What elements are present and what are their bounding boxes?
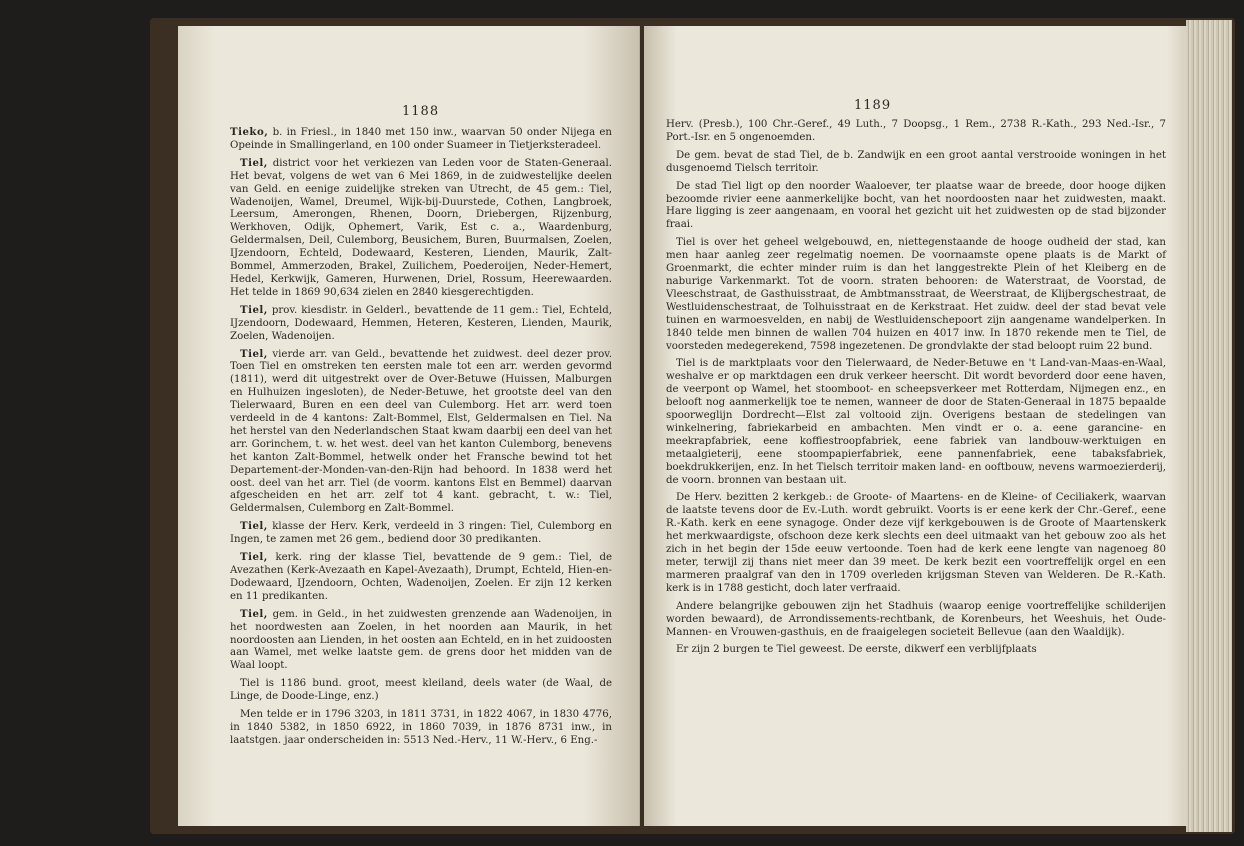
paragraph (230, 608, 612, 674)
headword: Tiel, (240, 303, 268, 316)
paragraph-text: klasse der Herv. Kerk, verdeeld in 3 ringen: Tiel, Culemborg en Ingen, te zamen met 26 gem., bediend door 30 predikanten. (230, 521, 612, 546)
paragraph-text: De stad Tiel ligt op den noorder Waaloever, ter plaatse waar de breede, door hooge dijken bezoomde rivier eene aanmerkelijke bocht, van het noordoosten naar het zuidwesten, maakt. Hare ligging is zeer aangenaam, en vooral het gezicht uit het zuidwesten op de stad bijzonder fraai. (666, 180, 1166, 231)
paragraph-text: Er zijn 2 burgen te Tiel geweest. De eerste, dikwerf een verblijfplaats (676, 644, 1037, 656)
headword: Tiel, (240, 347, 268, 360)
paragraph (666, 643, 1166, 657)
paragraph (230, 551, 612, 604)
headword: Tiel, (240, 607, 268, 620)
paragraph-text: kerk. ring der klasse Tiel, bevattende de 9 gem.: Tiel, de Avezathen (Kerk-Avezaath en Kapel-Avezaath), Drumpt, Echteld, Hien-en-Dodewaard, IJzendoorn, Ochten, Wadenoijen, Zoelen. Er zijn 12 kerken en 11 predikanten. (230, 552, 612, 602)
text-column (230, 126, 612, 752)
right-page (644, 26, 1188, 826)
headword: Tieko, (230, 126, 269, 138)
paragraph-text: prov. kiesdistr. in Gelderl., bevattende de 11 gem.: Tiel, Echteld, IJzendoorn, Dodewaard, Hemmen, Heteren, Kesteren, Lienden, Maurik, Zoelen, Wadenoijen. (230, 304, 612, 342)
paragraph (230, 157, 612, 300)
paragraph-text: Men telde er in 1796 3203, in 1811 3731, in 1822 4067, in 1830 4776, in 1840 5382, in 1850 6922, in 1860 7039, in 1876 8731 inw., in laatstgen. jaar onderscheiden in: 5513 Ned.-Herv., 11 W.-Herv., 6 Eng.- (230, 709, 612, 746)
paragraph (230, 304, 612, 344)
paragraph-text: Tiel is 1186 bund. groot, meest kleiland, deels water (de Waal, de Linge, de Doode-Linge, enz.) (230, 678, 612, 703)
paragraph (666, 118, 1166, 145)
paragraph (666, 236, 1166, 353)
paragraph (230, 708, 612, 748)
headword: Tiel, (240, 520, 268, 533)
paragraph (230, 348, 612, 517)
paragraph-text: vierde arr. van Geld., bevattende het zuidwest. deel dezer prov. Toen Tiel en omstreken ten eersten male tot een arr. werden gevormd (1811), werd dit uitgestrekt over de Over-Betuwe (Huissen, Malburgen en Hulhuizen ingesloten), de Neder-Betuwe, het grootste deel van den Tielerwaard, Buren en een deel van Culemborg. Het arr. werd toen verdeeld in de 4 kantons: Zalt-Bommel, Elst, Geldermalsen en Tiel. Na het herstel van den Nederlandschen Staat kwam daarbij een deel van het arr. Gorinchem, t. w. het west. deel van het kanton Culemborg, benevens het kanton Zalt-Bommel, hetwelk onder het Fransche bewind tot het Departement-der-Monden-van-den-Rijn had behoord. In 1838 werd het oost. deel van het arr. Tiel (de voorm. kantons Elst en Bemmel) daarvan afgescheiden en het arr. zelf tot 4 kant. gebracht, t. w.: Tiel, Geldermalsen, Culemborg en Zalt-Bommel. (230, 348, 612, 515)
paragraph (666, 180, 1166, 233)
paragraph-text: gem. in Geld., in het zuidwesten grenzende aan Wadenoijen, in het noordwesten aan Zoelen, in het noorden aan Maurik, in het noordoosten aan Lienden, in het oosten aan Echteld, en in het zuidoosten aan Wamel, met welke laatste gem. de grens door het midden van de Waal loopt. (230, 608, 612, 672)
paragraph (666, 491, 1166, 595)
headword: Tiel, (240, 551, 268, 564)
page-number: 1189 (854, 98, 892, 113)
paragraph-text: district voor het verkiezen van Leden voor de Staten-Generaal. Het bevat, volgens de wet van 6 Mei 1869, in de zuidwestelijke deelen van Geld. en eenige zuidelijke streken van Utrecht, de 45 gem.: Tiel, Wadenoijen, Wamel, Dreumel, Wijk-bij-Duurstede, Cothen, Langbroek, Leersum, Amerongen, Rhenen, Doorn, Driebergen, Rijzenburg, Werkhoven, Odijk, Ophemert, Varik, Est c. a., Waardenburg, Geldermalsen, Deil, Culemborg, Beusichem, Buren, Buurmalsen, Zoelen, IJzendoorn, Echteld, Dodewaard, Kesteren, Lienden, Maurik, Zalt-Bommel, Ammerzoden, Brakel, Zuilichem, Poederoijen, Neder-Hemert, Hedel, Kerkwijk, Gameren, Hurwenen, Driel, Rossum, Heerewaarden. Het telde in 1869 90,634 zielen en 2840 kiesgerechtigden. (230, 157, 612, 298)
page-edges (1186, 20, 1232, 832)
left-page (178, 26, 640, 826)
paragraph (666, 600, 1166, 640)
paragraph (666, 357, 1166, 487)
paragraph-text: De Herv. bezitten 2 kerkgeb.: de Groote- of Maartens- en de Kleine- of Ceciliakerk, waarvan de laatste tevens door de Ev.-Luth. wordt gebruikt. Voorts is er eene kerk der Chr.-Geref., eene R.-Kath. kerk en eene synagoge. Onder deze vijf kerkgebouwen is de Groote of Maartenskerk het merkwaardigste, ofschoon deze kerk slechts een deel uitmaakt van het gebouw zoo als het zich in het begin der 15de eeuw vertoonde. Toen had de kerk eene lengte van nagenoeg 80 meter, terwijl zij thans niet meer dan 39 meet. De kerk bezit een voortreffelijk orgel en een marmeren praalgraf van den in 1709 overleden krijgsman Steven van Welderen. De R.-Kath. kerk is in 1788 gesticht, doch later verfraaid. (666, 492, 1166, 594)
paragraph-text: b. in Friesl., in 1840 met 150 inw., waarvan 50 onder Nijega en Opeinde in Smallingerland, en 100 onder Suameer in Tietjerksteradeel. (230, 127, 612, 151)
paragraph-text: Tiel is over het geheel welgebouwd, en, niettegenstaande de hooge oudheid der stad, kan men haar aanleg zeer regelmatig noemen. De voornaamste opene plaats is de Markt of Groenmarkt, die echter minder ruim is dan het langgestrekte Plein of het Kleiberg en de naburige Varkenmarkt. Tot de voorn. straten behooren: de Waterstraat, de Voorstad, de Vleeschstraat, de Gasthuisstraat, de Ambtmansstraat, de Weerstraat, de Klijbergschestraat, de Westluidenschestraat, de Tolhuisstraat en de Kerkstraat. Het zuidw. deel der stad bevat vele tuinen en warmoesvelden, en nabij de Westluidenschepoort zijn aangename wandelperken. In 1840 telde men binnen de wallen 704 huizen en 4017 inw. In 1870 rekende men te Tiel, de voorsteden medegerekend, 7598 ingezetenen. De grondvlakte der stad beloopt ruim 22 bund. (666, 237, 1166, 352)
paragraph (230, 677, 612, 704)
paragraph (230, 520, 612, 547)
paragraph (230, 126, 612, 153)
headword: Tiel, (240, 156, 268, 169)
paragraph-text: De gem. bevat de stad Tiel, de b. Zandwijk en een groot aantal verstrooide woningen in het dusgenoemd Tielsch territoir. (666, 149, 1166, 174)
text-column (666, 118, 1166, 661)
paragraph-text: Tiel is de marktplaats voor den Tielerwaard, de Neder-Betuwe en 't Land-van-Maas-en-Waal, weshalve er op marktdagen een druk verkeer heerscht. Dit wordt bevorderd door eene haven, de veerpont op Wamel, het stoomboot- en scheepsverkeer met Rotterdam, Nijmegen enz., en belooft nog aanmerkelijk toe te nemen, wanneer de door de Staten-Generaal in 1875 bepaalde spoorweglijn Dordrecht—Elst zal voltooid zijn. Overigens bestaan de stedelingen van winkelnering, fabriekarbeid en ambachten. Men vindt er o. a. eene garancine- en meekrapfabriek, eene koffiestroopfabriek, eene fabriek van landbouw-werktuigen en metaalgieterij, eene stoompapierfabriek, eene pannenfabriek, eene tabaksfabriek, boekdrukkerijen, enz. In het Tielsch territoir maken land- en ooftbouw, nevens warmoezierderij, de voorn. bronnen van bestaan uit. (666, 358, 1166, 486)
paragraph-text: Andere belangrijke gebouwen zijn het Stadhuis (waarop eenige voortreffelijke schilderijen worden bewaard), de Arrondissements-rechtbank, de Korenbeurs, het Weeshuis, het Oude-Mannen- en Vrouwen-gasthuis, en de fraaigelegen societeit Bellevue (aan den Waaldijk). (666, 600, 1166, 638)
paragraph (666, 149, 1166, 176)
paragraph-text: Herv. (Presb.), 100 Chr.-Geref., 49 Luth., 7 Doopsg., 1 Rem., 2738 R.-Kath., 293 Ned.-Isr., 7 Port.-Isr. en 5 ongenoemden. (666, 119, 1166, 143)
page-number: 1188 (402, 104, 440, 119)
